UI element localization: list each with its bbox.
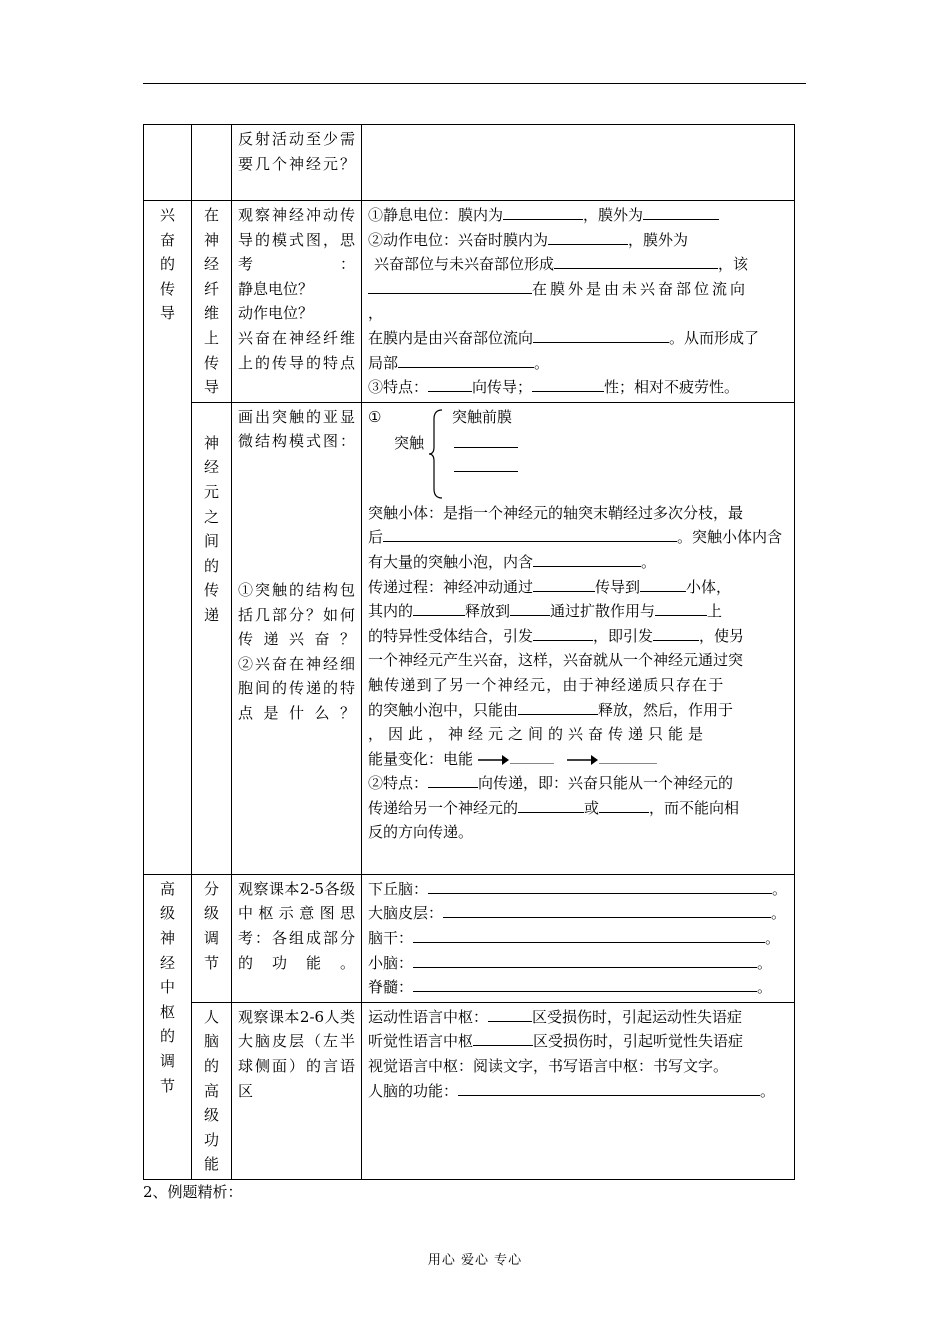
fill-blank[interactable] (428, 879, 772, 894)
cell-answer: 下丘脑： 。 大脑皮层： 。 脑干： 。 小脑： 。 脊髓： 。 (362, 874, 795, 1002)
fill-blank[interactable] (454, 447, 518, 448)
section-label-conduction: 兴奋的传导 (144, 201, 192, 875)
fill-blank[interactable] (383, 527, 677, 542)
header-rule (143, 83, 806, 84)
fill-blank[interactable] (533, 328, 669, 343)
fill-blank[interactable] (413, 977, 757, 992)
cell-question: 反射活动至少需要几个神经元？ (232, 125, 362, 201)
fill-blank[interactable] (643, 205, 719, 220)
fill-blank[interactable] (518, 798, 584, 813)
page-footer: 用心 爱心 专心 (427, 1253, 523, 1268)
cell-question: 观察课本2-5各级中枢示意图思考：各组成部分的功能。 (232, 874, 362, 1002)
subsection-label-synapse: 神经元之间的传递 (192, 402, 232, 874)
fill-blank[interactable] (510, 601, 550, 616)
fill-blank[interactable] (458, 1081, 760, 1096)
cell-answer: ①静息电位：膜内为 ，膜外为 ②动作电位：兴奋时膜内为 ，膜外为 兴奋部位与未兴奋部位形成 ，该 在膜外是由未兴奋部位流向 ， 在膜内是由兴奋部位流向 。从而形成了 局部 。 ③特点： 向传导； 性；相对不疲劳性。 (362, 201, 795, 403)
cell-empty (192, 125, 232, 201)
fill-blank[interactable] (428, 773, 478, 788)
fill-blank[interactable] (398, 353, 534, 368)
fill-blank[interactable] (413, 953, 757, 968)
fill-blank[interactable] (488, 1007, 532, 1022)
fill-blank[interactable] (554, 254, 718, 269)
cell-answer: 运动性语言中枢： 区受损伤时，引起运动性失语症 听觉性语言中枢 区受损伤时，引起听觉性失语症 视觉语言中枢：阅读文字，书写语言中枢：书写文字。 人脑的功能： 。 (362, 1002, 795, 1179)
fill-blank[interactable] (518, 700, 598, 715)
cell-answer (362, 125, 795, 201)
fill-blank[interactable] (503, 205, 583, 220)
section-heading-examples: 2、例题精析： (143, 1183, 243, 1201)
arrow-right-icon (567, 754, 599, 766)
fill-blank[interactable] (368, 279, 532, 294)
study-table (143, 124, 795, 1180)
cell-question: 观察神经冲动传导的模式图，思考： 静息电位？ 动作电位？ 兴奋在神经纤维上的传导的特点 (232, 201, 362, 403)
cell-answer: ① 突触 突触前膜 突触小体：是指一个神经元的轴突末鞘经过多次分枝，最 后 。突触小体内含 有大量的突触小泡，内含 。 传递过程：神经冲动通过 传导到 小体， 其内的 释放到 通过扩散作用与 上 的特异性受体结合，引发 ，即引发 ，使另 一个神经元产生兴奋，这样，兴奋就从一个神经元通过突 触传递到了另一个神经元，由于神经递质只存在于 的突触小泡中，只能由 释放，然后，作用于 ，因此，神经元之间的兴奋传递只能是 能量变化：电能 ②特点： 向传递，即：兴奋只能从一个神经元的 传递给另一个神经元的 或 ，而不能向相 反的方向传递。 (362, 402, 795, 874)
fill-blank[interactable] (533, 552, 641, 567)
fill-blank[interactable] (510, 749, 554, 764)
fill-blank[interactable] (599, 798, 649, 813)
fill-blank[interactable] (413, 601, 465, 616)
fill-blank[interactable] (655, 601, 707, 616)
synapse-structure: ① 突触 突触前膜 (368, 405, 788, 501)
fill-blank[interactable] (533, 577, 595, 592)
fill-blank[interactable] (473, 1031, 533, 1046)
fill-blank[interactable] (548, 230, 628, 245)
cell-question: 画出突触的亚显微结构模式图： ①突触的结构包括几部分？如何传递兴奋？ ②兴奋在神经细胞间的传递的特点是什么？ (232, 402, 362, 874)
subsection-label-fiber: 在神经纤维上传导 (192, 201, 232, 403)
fill-blank[interactable] (413, 928, 765, 943)
fill-blank[interactable] (443, 903, 771, 918)
fill-blank[interactable] (599, 749, 657, 764)
fill-blank[interactable] (640, 577, 686, 592)
fill-blank[interactable] (428, 377, 472, 392)
table-row (144, 125, 795, 201)
subsection-label-brain-functions: 人脑的高级功能 (192, 1002, 232, 1179)
subsection-label-hierarchical: 分级调节 (192, 874, 232, 1002)
fill-blank[interactable] (454, 471, 518, 472)
table-row (144, 402, 795, 874)
fill-blank[interactable] (532, 377, 604, 392)
cell-question: 观察课本2-6人类大脑皮层（左半球侧面）的言语区 (232, 1002, 362, 1179)
cell-empty (144, 125, 192, 201)
arrow-right-icon (478, 754, 510, 766)
table-row (144, 201, 795, 403)
table-row (144, 1002, 795, 1179)
table-row (144, 874, 795, 1002)
section-label-higher-centers: 高级神经中枢的调节 (144, 874, 192, 1179)
brace-icon (428, 409, 444, 499)
fill-blank[interactable] (653, 626, 699, 641)
fill-blank[interactable] (533, 626, 593, 641)
